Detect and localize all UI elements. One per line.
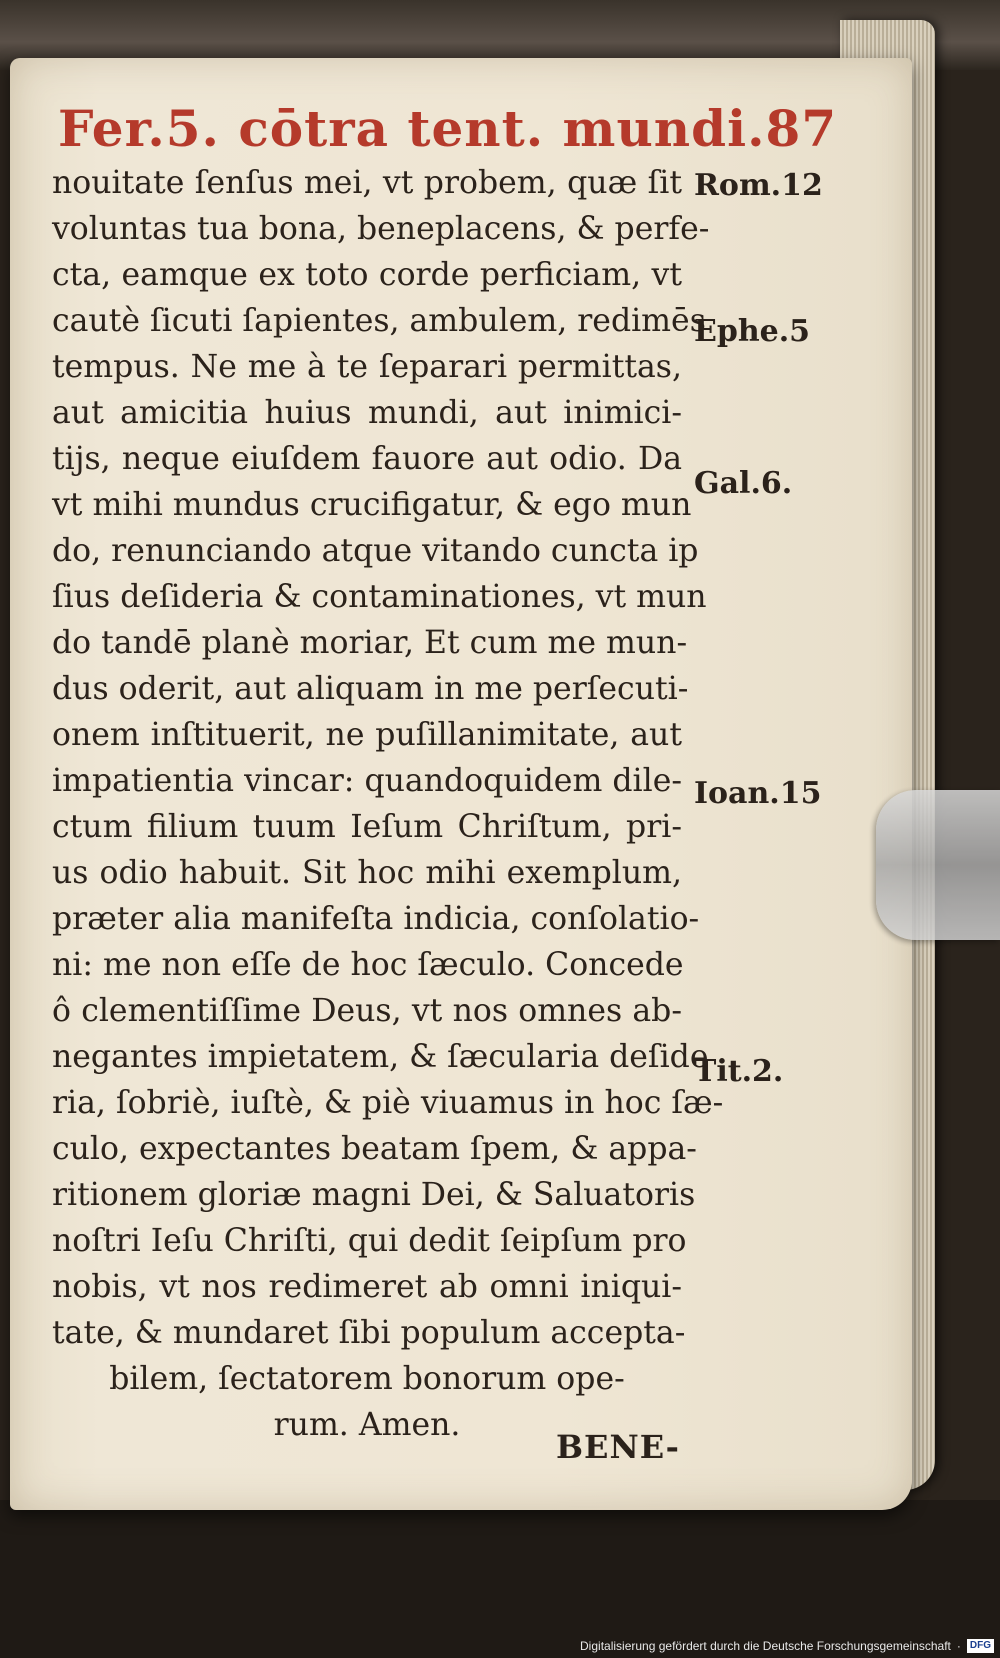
text-line: nouitate ſenſus mei, vt probem, quæ ſit [52, 165, 682, 201]
text-line: voluntas tua bona, beneplacens, & perfe- [52, 211, 710, 247]
text-line: do tandē planè moriar, Et cum me mun- [52, 625, 688, 661]
text-line: tempus. Ne me à te ſeparari permittas, [52, 349, 682, 385]
footer-credit: Digitalisierung gefördert durch die Deutsche Forschungsgemeinschaft [580, 1639, 951, 1653]
page-clip [876, 790, 1000, 940]
text-line: dus oderit, aut aliquam in me perſecuti- [52, 671, 689, 707]
margin-note-gal: Gal.6. [694, 466, 793, 501]
text-line: ctum filium tuum Ieſum Chriſtum, pri- [52, 809, 682, 845]
text-line: negantes impietatem, & ſæcularia deſide [52, 1039, 709, 1075]
text-line: tijs, neque eiuſdem fauore aut odio. Da [52, 441, 682, 477]
text-line: ſius deſideria & contaminationes, vt mun [52, 579, 707, 615]
text-line: vt mihi mundus crucifigatur, & ego mun [52, 487, 692, 523]
text-line: culo, expectantes beatam ſpem, & appa- [52, 1131, 697, 1167]
closing-line: bilem, ſectatorem bonorum ope- [109, 1361, 625, 1397]
closing-line: rum. Amen. [273, 1407, 461, 1443]
text-line: cautè ſicuti ſapientes, ambulem, redimēs [52, 303, 706, 339]
body-text [52, 160, 724, 1448]
text-line: ô clementiſſime Deus, vt nos omnes ab- [52, 993, 682, 1029]
catchword: BENE- [556, 1428, 680, 1466]
text-line: tate, & mundaret ſibi populum accepta- [52, 1315, 686, 1351]
dfg-logo-icon: DFG [967, 1639, 994, 1653]
background-bottom [0, 1500, 1000, 1658]
margin-note-ioan: Ioan.15 [694, 776, 822, 811]
margin-note-rom: Rom.12 [694, 168, 823, 203]
text-line: do, renunciando atque vitando cuncta ip [52, 533, 699, 569]
page-number: 87 [765, 99, 838, 158]
text-line: us odio habuit. Sit hoc mihi exemplum, [52, 855, 682, 891]
running-header [58, 98, 838, 160]
margin-note-ephe: Ephe.5 [694, 314, 811, 349]
text-line: ritionem gloriæ magni Dei, & Saluatoris [52, 1177, 696, 1213]
text-line: cta, eamque ex toto corde perficiam, vt [52, 257, 682, 293]
text-line: nobis, vt nos redimeret ab omni iniqui- [52, 1269, 682, 1305]
text-line: aut amicitia huius mundi, aut inimici- [52, 395, 682, 431]
text-line: ria, ſobriè, iuſtè, & piè viuamus in hoc ſæ- [52, 1085, 724, 1121]
margin-note-tit: Tit.2. [694, 1054, 784, 1089]
text-line: onem inſtituerit, ne puſillanimitate, aut [52, 717, 682, 753]
digitization-footer: Digitalisierung gefördert durch die Deutsche Forschungsgemeinschaft · DFG [580, 1636, 994, 1656]
text-line: noſtri Ieſu Chriſti, qui dedit ſeipſum pro [52, 1223, 687, 1259]
text-line: ni: me non eſſe de hoc ſæculo. Concede [52, 947, 684, 983]
text-line: præter alia manifeſta indicia, conſolatio- [52, 901, 700, 937]
text-line: impatientia vincar: quandoquidem dile- [52, 763, 682, 799]
running-title: Fer.5. cōtra tent. mundi. [58, 99, 766, 158]
